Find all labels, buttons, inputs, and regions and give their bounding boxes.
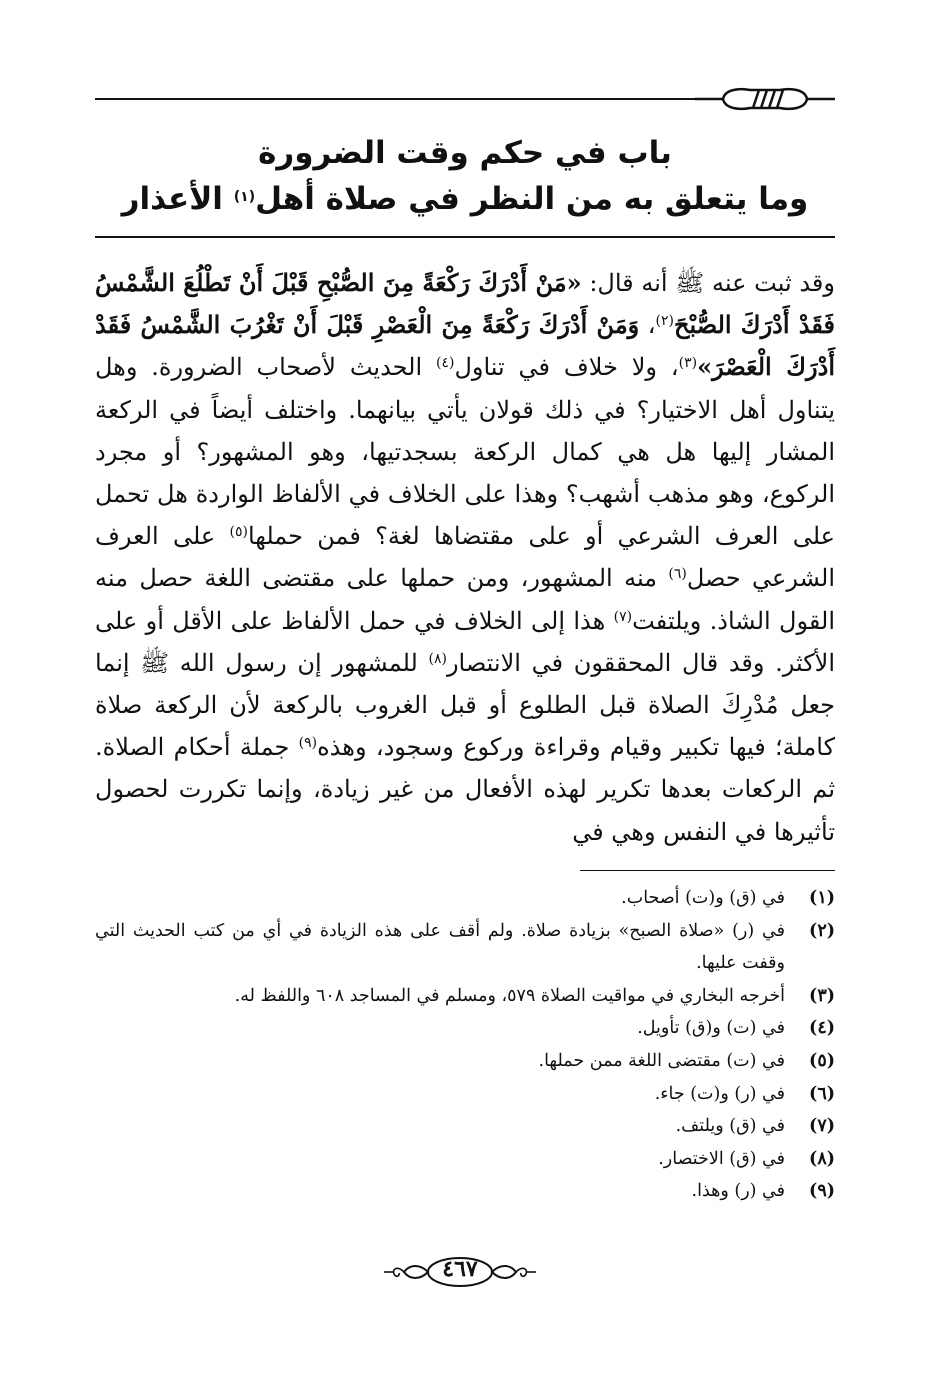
text-run: ، ولا خلاف في تناول [454, 353, 679, 382]
footnote-text: في (ق) و(ت) أصحاب. [621, 888, 785, 908]
title-line-2-start: وما يتعلق به من النظر في صلاة أهل [255, 181, 809, 217]
text-run: الحديث لأصحاب الضرورة. وهل يتناول أهل الاختيار؟ في ذلك قولان يأتي بيانهما. واختلف أيضاً في الركعة المشار إليها هل هي كمال الركعة بسجدتيها، وهو المشهور؟ أو مجرد الركوع، وهو مذهب أشهب؟ وهذا على الخلاف في الألفاظ الواردة هل تحمل على العرف الشرعي أو على مقتضاها لغة؟ فمن حملها [95, 353, 835, 551]
hadith-quote-2: وَمَنْ أَدْرَكَ رَكْعَةً مِنَ الْعَصْرِ قَبْلَ أَنْ تَغْرُبَ الشَّمْسُ فَقَدْ أَدْرَكَ الْعَصْرَ» [95, 310, 836, 382]
footnote-item [95, 1110, 835, 1143]
footnote-item [95, 1078, 835, 1111]
footnote-number: (٩) [809, 1181, 835, 1202]
text-run: للمشهور إن رسول الله ﷺ إنما جعل مُدْرِكَ الصلاة قبل الطلوع أو قبل الغروب بالركعة لأن الركعة صلاة كاملة؛ فيها تكبير وقيام وقراءة وركوع وسجود، وهذه [95, 648, 835, 762]
footnote-number: (٦) [809, 1083, 835, 1104]
footnote-item [95, 882, 835, 915]
footnote-text: في (ر) «صلاة الصبح» بزيادة صلاة. ولم أقف على هذه الزيادة في أي من كتب الحديث التي وقفت عليها. [95, 920, 785, 974]
footnote-ref-9: (٩) [298, 735, 318, 752]
chapter-title [95, 130, 835, 222]
footnote-ref-1: (١) [233, 189, 256, 205]
footnote-text: في (ر) وهذا. [691, 1181, 785, 1202]
page-number: ٤٦٧ [442, 1256, 478, 1282]
footnote-item [95, 1143, 835, 1176]
footnote-text: في (ت) مقتضى اللغة ممن حملها. [538, 1050, 785, 1071]
footnote-number: (٥) [809, 1050, 835, 1071]
footnote-number: (٤) [809, 1018, 835, 1039]
footnote-text: في (ق) الاختصار. [658, 1148, 785, 1169]
footnote-item [95, 1175, 835, 1208]
footnotes [95, 882, 835, 1208]
footnote-ref-3: (٣) [678, 355, 698, 372]
footnote-ref-8: (٨) [428, 650, 447, 667]
footnote-ref-5: (٥) [229, 524, 248, 541]
text-run: ، [639, 311, 656, 340]
text-run: جملة أحكام الصلاة. ثم الركعات بعدها تكرير لهذه الأفعال من غير زيادة، وإنما تكررت لحصول تأثيرها في النفس وهي في [95, 733, 835, 846]
footnote-item [95, 980, 835, 1013]
footnote-number: (٧) [809, 1116, 835, 1137]
footnote-text: في (ت) و(ق) تأويل. [637, 1018, 785, 1039]
footnote-number: (١) [809, 888, 835, 908]
footnote-number: (٢) [809, 920, 835, 941]
main-paragraph [95, 262, 835, 853]
footnote-text: أخرجه البخاري في مواقيت الصلاة ٥٧٩، ومسلم في المساجد ٦٠٨ واللفظ له. [234, 985, 785, 1006]
text-run: وقد ثبت عنه ﷺ أنه قال: [581, 269, 835, 297]
text-run: على العرف الشرعي حصل [95, 522, 835, 593]
title-rule [95, 236, 835, 238]
footnote-text: في (ق) ويلتف. [675, 1116, 785, 1137]
footnote-number: (٨) [809, 1148, 835, 1169]
footnote-ref-2: (٢) [655, 313, 675, 330]
footnote-rule [580, 870, 835, 871]
chapter-title-line-2 [95, 176, 835, 222]
footnote-ref-4: (٤) [435, 355, 455, 372]
page-number-frame [380, 1250, 540, 1294]
header-ornament-icon [695, 86, 835, 112]
footnote-ref-7: (٧) [613, 608, 633, 625]
footnote-item [95, 1045, 835, 1078]
text-run: هذا إلى الخلاف في حمل الألفاظ على الأقل أو على الأكثر. وقد قال المحققون في الانتصار [95, 606, 835, 677]
footnote-item [95, 1012, 835, 1045]
title-line-2-end: الأعذار [121, 181, 234, 217]
footnote-item [95, 915, 835, 980]
chapter-title-line-1: باب في حكم وقت الضرورة [258, 135, 672, 171]
text-run: منه المشهور، ومن حملها على مقتضى اللغة حصل منه القول الشاذ. ويلتفت [95, 564, 835, 635]
main-text [95, 262, 835, 853]
footnote-number: (٣) [809, 985, 835, 1006]
footnote-ref-6: (٦) [668, 566, 687, 583]
hadith-quote-1: «مَنْ أَدْرَكَ رَكْعَةً مِنَ الصُّبْحِ قَبْلَ أَنْ تَطْلُعَ الشَّمْسُ فَقَدْ أَدْرَكَ الصُّبْحَ [95, 268, 835, 340]
footnote-text: في (ر) و(ت) جاء. [654, 1083, 785, 1104]
